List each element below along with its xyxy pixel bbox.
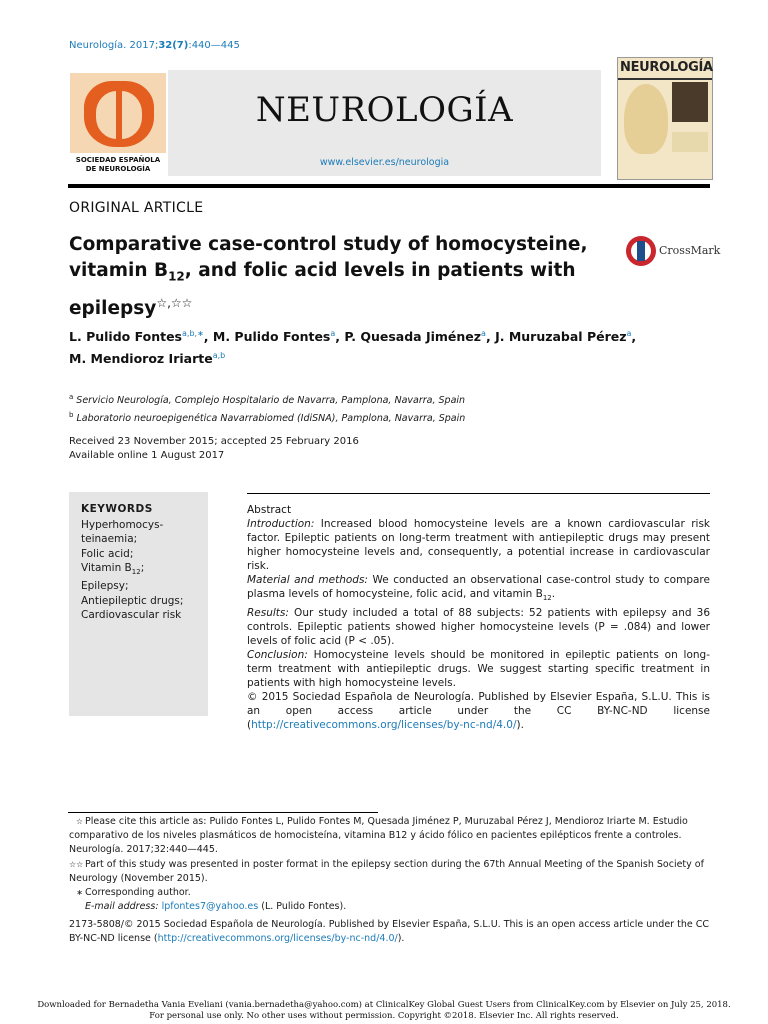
society-logo: [68, 70, 168, 176]
abstract-methods: Material and methods: We conducted an observational case-control study to compare plasma levels of homocysteine, folic acid, and vitamin $B_{12}$.: [247, 574, 710, 603]
author-affiliation-mark[interactable]: a,b,∗: [182, 329, 204, 338]
keyword-item: Folic acid;: [81, 547, 134, 560]
copyright-notice: 2173-5808/© 2015 Sociedad Española de Neurología. Published by Elsevier España, S.L.U. This is an open access article under the CC BY-NC-ND license (http://creativecommons.org/licenses/by-nc-nd/4.0/).: [69, 919, 709, 945]
author-name: M. Mendioroz Iriarte: [69, 351, 213, 367]
citation-footnote: ☆ Please cite this article as: Pulido Fontes L, Pulido Fontes M, Quesada Jiménez P, Muruzabal Pérez J, Mendioroz Iriarte M. Estudio comparativo de los niveles plasmáticos de homocisteína, vitamina B12 y ácido fólico en pacientes epilépticos frente a controles. Neurología. 2017;32:440—445.: [69, 816, 688, 856]
received-date: Received 23 November 2015; accepted 25 February 2016: [69, 436, 359, 447]
cover-title: NEUROLOGÍA: [620, 60, 713, 75]
abstract-introduction: Introduction: Increased blood homocysteine levels are a known cardiovascular risk factor. Epileptic patients on long-term treatment with antiepileptic drugs may present higher homocysteine levels and, consequently, a potential increase in cardiovascular risk.: [247, 518, 710, 573]
author-name: P. Quesada Jiménez: [344, 329, 482, 345]
online-date: Available online 1 August 2017: [69, 450, 225, 461]
affiliation-list: [69, 390, 709, 426]
keyword-item: Epilepsy;: [81, 580, 129, 593]
author-name: M. Pulido Fontes: [212, 329, 331, 345]
author-affiliation-mark[interactable]: a: [626, 329, 632, 338]
email-footnote: E-mail address: lpfontes7@yahoo.es (L. Pulido Fontes).: [85, 901, 347, 913]
author-name: L. Pulido Fontes: [69, 329, 182, 345]
abstract-divider: [247, 493, 710, 494]
article-title: Comparative case-control study of homocysteine, vitamin $B_{12}$, and folic acid levels in patients with epilepsy☆,☆☆: [69, 234, 588, 319]
crossmark-button[interactable]: CrossMark: [626, 236, 712, 266]
abstract-license: © 2015 Sociedad Española de Neurología. Published by Elsevier España, S.L.U. This is an open access article under the CC BY-NC-ND license (http://creativecommons.org/licenses/by-nc-nd/4.0/).: [247, 691, 710, 732]
affiliation-item: $^b$ Laboratorio neuroepigenética Navarrabiomed (IdiSNA), Pamplona, Navarra, Spain: [69, 411, 466, 425]
article-dates: [69, 435, 359, 463]
abstract-heading: Abstract: [247, 504, 292, 516]
journal-url-link[interactable]: www.elsevier.es/neurologia: [319, 157, 450, 168]
author-list: L. Pulido Fontes$^{a,b,∗}$, M. Pulido Fontes$^a$, P. Quesada Jiménez$^a$, J. Muruzabal Pérez$^a$, M. Mendioroz Iriarte$^{a,b}$: [69, 329, 637, 367]
corresponding-author-footnote: ∗ Corresponding author.: [76, 887, 191, 899]
abstract-body: [247, 517, 710, 733]
license-link[interactable]: http://creativecommons.org/licenses/by-nc-nd/4.0/: [251, 719, 517, 732]
journal-title: NEUROLOGÍA: [255, 90, 514, 130]
keyword-item: teinaemia;: [81, 533, 138, 546]
cover-head-illustration-icon: [624, 84, 668, 154]
title-footnote-stars[interactable]: ☆,☆☆: [156, 295, 193, 310]
journal-citation[interactable]: Neurología. 2017;32(7):440—445: [69, 40, 240, 51]
keyword-item: Hyperhomocys-: [81, 519, 164, 531]
brain-logo-icon: [70, 73, 166, 153]
keyword-item: Cardiovascular risk: [81, 608, 182, 621]
society-name: SOCIEDAD ESPAÑOLA DE NEUROLOGÍA: [75, 156, 161, 173]
author-affiliation-mark[interactable]: a: [330, 329, 336, 338]
affiliation-item: $^a$ Servicio Neurología, Complejo Hospitalario de Navarra, Pamplona, Navarra, Spain: [69, 393, 466, 407]
download-notice: Downloaded for Bernadetha Vania Eveliani (vania.bernadetha@yahoo.com) at ClinicalKey Global Guest Users from ClinicalKey.com by Elsevier on July 25, 2018. For personal use only. No other uses without permission. Copyright ©2018. Elsevier Inc. All rights reserved.: [37, 1000, 731, 1021]
author-affiliation-mark[interactable]: a,b: [212, 351, 226, 361]
author-affiliation-mark[interactable]: a: [481, 329, 486, 338]
article-type: ORIGINAL ARTICLE: [69, 200, 204, 216]
abstract-results: Results: Our study included a total of 88 subjects: 52 patients with epilepsy and 36 controls. Epileptic patients showed higher homocysteine levels (P = .084) and lower levels of folic acid (P < .05).: [247, 606, 710, 647]
keywords-list: [81, 518, 201, 622]
abstract-conclusion: Conclusion: Homocysteine levels should be monitored in epileptic patients on long-term treatment with antiepileptic drugs. We suggest starting specific treatment in patients with high homocysteine levels.: [247, 648, 710, 690]
journal-cover-thumbnail: [617, 57, 713, 180]
poster-footnote: ☆☆ Part of this study was presented in poster format in the epilepsy section during the 67th Annual Meeting of the Spanish Society of Neurology (November 2015).: [69, 858, 704, 884]
footnote-divider: [68, 812, 378, 813]
email-link[interactable]: lpfontes7@yahoo.es: [161, 901, 259, 913]
keywords-heading: KEYWORDS: [81, 503, 153, 515]
header-divider: [68, 184, 710, 188]
keyword-item: Vitamin $B_{12}$;: [81, 561, 145, 576]
keyword-item: Antiepileptic drugs;: [81, 594, 184, 607]
copyright-license-link[interactable]: http://creativecommons.org/licenses/by-nc-nd/4.0/: [157, 933, 398, 945]
footnotes: [69, 815, 709, 914]
author-name: J. Muruzabal Pérez: [495, 329, 627, 345]
